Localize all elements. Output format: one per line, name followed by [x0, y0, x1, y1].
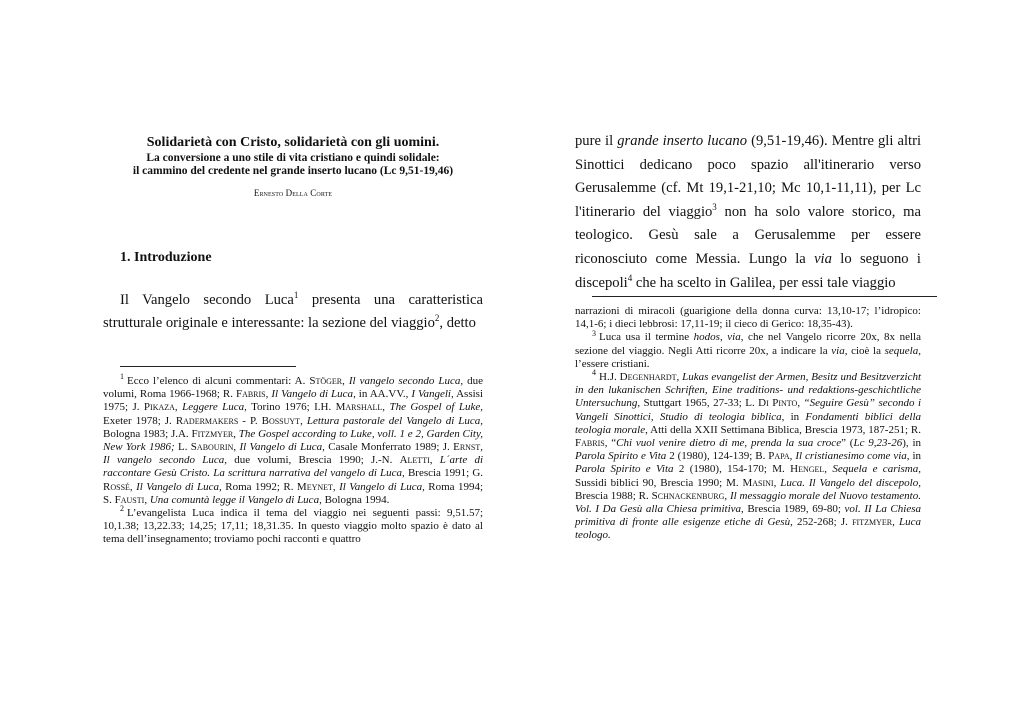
fn-author: Di Pinto	[758, 397, 798, 410]
fn-author: Meynet	[296, 480, 333, 493]
fn-text: L.	[174, 441, 191, 454]
subtitle-line-2: il cammino del credente nel grande inserto lucano (Lc 9,51-19,46)	[132, 165, 454, 177]
fn-text: , Sussidi biblici 90, Brescia 1990; M.	[575, 463, 922, 489]
article-title: Solidarietà con Cristo, solidarietà con gli uomini.	[146, 135, 440, 150]
fn-text: , Bologna 1994.	[319, 493, 390, 506]
fn-author: Stöger	[309, 375, 343, 387]
fn-emphasis: sequela	[884, 344, 919, 357]
fn-work: Una comuntà legge il Vangelo di Luca	[149, 493, 320, 506]
body-paragraph-right	[575, 130, 921, 295]
fn-author: Fabris	[235, 388, 266, 401]
footnote-1: $^1$ Ecco l’elenco di alcuni commentari: A. Stöger, Il vangelo secondo Luca, due volumi, Roma 1966-1968; R. Fabris, Il Vangelo di Luca, in AA.VV., I Vangeli, Assisi 1975; J. Pikaza, Leggere Luca, Torino 1976; I.H. Marshall, The Gospel of Luke, Exeter 1978; J. Radermakers - P. Bossuyt, Lettura pastorale del Vangelo di Luca, Bologna 1983; J.A. Fitzmyer, The Gospel according to Luke, voll. 1 e 2, Garden City, New York 1986; L. Sabourin, Il Vangelo di Luca, Casale Monferrato 1989; J. Ernst, Il vangelo secondo Luca, due volumi, Brescia 1990; J.-N. Aletti, L´arte di raccontare Gesù Cristo. La scrittura narrativa del vangelo di Luca, Brescia 1991; G. Rossé, Il Vangelo di Luca, Roma 1992; R. Meynet, Il Vangelo di Luca, Roma 1994; S. Fausti, Una comuntà legge il Vangelo di Luca, Bologna 1994.	[103, 372, 484, 506]
fn-work: Leggere Luca,	[182, 401, 247, 414]
fn-work: I Vangeli,	[411, 388, 454, 401]
footnotes-right	[575, 305, 921, 543]
fn-emphasis: hodos	[693, 331, 720, 344]
fn-work: Parola Spirito e Vita	[575, 450, 667, 463]
fn-text: ), in	[902, 437, 921, 450]
fn-work: vol. II La Chiesa primitiva di fronte alle esigenze etiche di Gesù	[575, 503, 921, 529]
fn-text: , Atti della XXII Settimana Biblica, Brescia 1973, 187-251; R.	[645, 423, 921, 436]
fn-text: , Brescia 1991; G.	[402, 467, 484, 480]
fn-author: Ernst	[453, 441, 481, 454]
body-text: pure il	[575, 133, 618, 149]
fn-text: due volumi, Roma 1966-1968; R.	[103, 375, 484, 401]
fn-author: Marshall	[335, 401, 383, 414]
fn-text: , Brescia 1989, 69-80;	[741, 503, 845, 516]
fn-text: Ecco l’elenco di alcuni commentari: A.	[127, 375, 310, 387]
fn-text: Torino 1976; I.H.	[246, 401, 336, 414]
body-text: presenta una caratteristica strutturale originale e interessante: la sezione del viaggio	[103, 292, 483, 331]
fn-author: Aletti	[399, 454, 430, 467]
footnote-ref-2[interactable]: 2	[434, 313, 440, 324]
fn-work: Il Vangelo di Luca,	[136, 480, 222, 493]
fn-text: Bologna 1983; J.A.	[103, 427, 192, 440]
fn-work: Il Vangelo di Luca,	[239, 441, 325, 454]
fn-author: Fausti	[114, 493, 145, 506]
footnote-2	[103, 504, 483, 547]
fn-text: , Stuttgart 1965, 27-33; L.	[637, 397, 759, 410]
fn-text: , 252-268; J.	[790, 516, 853, 529]
fn-work: Studio di teologia biblica	[659, 410, 782, 423]
fn-text: Luca usa il termine	[599, 331, 694, 344]
body-text: (9,51-19,46). Mentre gli altri Sinottici dedicano poco spazio all'itinerario verso Gerusalemme (cf. Mt 19,1-21,10; Mc 10,1-11,11), per Lc l'itinerario del viaggio	[575, 133, 921, 220]
fn-work: Il cristianesimo come via	[795, 450, 907, 463]
fn-text: ,	[650, 410, 660, 423]
fn-text: , in	[781, 410, 806, 423]
fn-text: Roma 1992; R.	[221, 480, 297, 493]
fn-work: Il messaggio morale del Nuovo testamento. Vol. I Da Gesù alla Chiesa primitiva	[575, 489, 921, 516]
fn-author: Hengel	[790, 463, 825, 476]
author-name: Ernesto Della Corte	[253, 188, 333, 198]
fn-text: 2 (1980), 124-139; B.	[666, 450, 769, 463]
fn-work: Parola Spirito e Vita	[575, 463, 674, 476]
footnotes-left	[103, 372, 484, 547]
fn-work: Il vangelo secondo Luca,	[348, 375, 464, 387]
fn-author: Rossé	[103, 480, 130, 493]
fn-work: Luca. Il Vangelo del discepolo	[780, 476, 919, 489]
fn-text: , che nel Vangelo ricorre 20x, 8x nella sezione del viaggio. Negli Atti ricorre 20x, a indicare la	[575, 331, 921, 357]
fn-text: , cioè la	[844, 344, 885, 357]
fn-author: Sabourin	[190, 441, 234, 454]
footnote-ref-4[interactable]: 4	[627, 272, 633, 283]
body-text: lo seguono i discepoli	[575, 250, 921, 291]
fn-text: , l’essere cristiani.	[575, 344, 921, 370]
footnote-number: 2	[120, 504, 124, 514]
fn-work: Il Vangelo di Luca	[271, 388, 354, 401]
fn-text: , Exeter 1978; J.	[103, 401, 484, 427]
fn-author: Degenhardt	[619, 371, 677, 384]
fn-author: Masini	[742, 476, 774, 489]
footnote-separator	[592, 296, 937, 297]
fn-author: Fabris	[575, 437, 605, 450]
fn-text: Roma 1994; S.	[103, 480, 484, 506]
body-paragraph-left	[103, 289, 483, 335]
fn-work: Il vangelo secondo Luca,	[103, 454, 228, 467]
footnote-number: 4	[592, 368, 596, 378]
fn-author: Bossuyt	[261, 414, 301, 427]
body-text: non ha solo valore storico, ma teologico. Gesù sale a Gerusalemme per essere riconosciuto come Messia. Lungo la	[575, 203, 921, 267]
footnote-4: $^4$ H.J. Degenhardt, Lukas evangelist der Armen, Besitz und Besitzverzicht in den lukanischen Schriften, Eine traditions- und redaktions-geschichtliche Untersuchung, Stuttgart 1965, 27-33; L. Di Pinto, “Seguire Gesù” secondo i Vangeli Sinottici, Studio di teologia biblica, in Fondamenti biblici della teologia morale, Atti della XXII Settimana Biblica, Brescia 1973, 187-251; R. Fabris, “Chi vuol venire dietro di me, prenda la sua croce” (Lc 9,23-26), in Parola Spirito e Vita 2 (1980), 124-139; B. Papa, Il cristianesimo come via, in Parola Spirito e Vita 2 (1980), 154-170; M. Hengel, Sequela e carisma, Sussidi biblici 90, Brescia 1990; M. Masini, Luca. Il Vangelo del discepolo, Brescia 1988; R. Schnackenburg, Il messaggio morale del Nuovo testamento. Vol. I Da Gesù alla Chiesa primitiva, Brescia 1989, 69-80; vol. II La Chiesa primitiva di fronte alle esigenze etiche di Gesù, 252-268; J. fitzmyer, Luca teologo.	[575, 368, 922, 542]
fn-work: The Gospel according to Luke, voll. 1 e 2, Garden City, New York 1986;	[103, 427, 484, 454]
fn-text: , in	[906, 450, 921, 463]
fn-work: “Seguire Gesù” secondo i Vangeli Sinottici	[575, 397, 922, 423]
body-text: , detto	[439, 315, 476, 331]
subtitle-line-1: La conversione a uno stile di vita cristiano e quindi solidale:	[146, 152, 440, 164]
body-text: Il Vangelo secondo Luca	[120, 292, 294, 308]
fn-work: Lc 9,23-26	[853, 437, 903, 450]
fn-text: Assisi 1975; J.	[103, 388, 484, 414]
left-page	[103, 0, 483, 724]
fn-text: - P.	[238, 414, 262, 427]
fn-author: Fitzmyer	[191, 427, 234, 440]
footnote-number: 1	[120, 372, 124, 382]
fn-text: , “	[604, 437, 617, 450]
fn-work: L´arte di raccontare Gesù Cristo. La scrittura narrativa del vangelo di Luca	[103, 454, 484, 480]
fn-author: fitzmyer	[852, 516, 893, 529]
fn-work: Lettura pastorale del Vangelo di Luca,	[306, 414, 484, 427]
fn-text: H.J.	[599, 371, 620, 384]
fn-text: , in AA.VV.,	[353, 388, 412, 401]
fn-work: Lukas evangelist der Armen, Besitz und Besitzverzicht in den lukanischen Schriften, Eine traditions- und redaktions-geschichtliche Untersuchung	[575, 371, 922, 410]
fn-text: ,	[719, 331, 728, 344]
footnote-separator	[120, 366, 296, 367]
fn-work: Sequela e carisma	[832, 463, 919, 476]
fn-work: The Gospel of Luke	[389, 401, 481, 414]
footnote-ref-1[interactable]: 1	[293, 290, 299, 301]
fn-text: ” (	[841, 437, 854, 450]
fn-emphasis: via	[831, 344, 845, 357]
fn-text: , Brescia 1988; R.	[575, 476, 921, 502]
fn-author: Papa	[768, 450, 790, 463]
body-emphasis: grande inserto lucano	[617, 133, 747, 149]
body-emphasis: via	[814, 250, 832, 267]
fn-text: Casale Monferrato 1989; J.	[324, 441, 454, 454]
fn-author: Schnackenburg	[651, 489, 725, 502]
article-subtitle	[103, 152, 483, 178]
footnote-ref-3[interactable]: 3	[712, 201, 717, 212]
fn-emphasis: via	[727, 331, 741, 344]
footnote-number: 3	[592, 328, 596, 338]
fn-text: 2 (1980), 154-170; M.	[673, 463, 791, 476]
body-text: che ha scelto in Galilea, per essi tale viaggio	[632, 274, 896, 291]
fn-author: Radermakers	[175, 414, 239, 427]
right-page	[575, 0, 921, 724]
fn-work: Luca teologo.	[575, 516, 922, 542]
fn-work: Il Vangelo di Luca,	[339, 480, 425, 493]
footnote-3	[575, 328, 921, 371]
fn-work: Fondamenti biblici della teologia morale	[575, 410, 922, 436]
fn-work: Chi vuol venire dietro di me, prenda la sua croce	[616, 437, 842, 450]
section-heading: 1. Introduzione	[120, 250, 212, 265]
fn-text: due volumi, Brescia 1990; J.-N.	[227, 454, 400, 467]
footnote-2-continued: narrazioni di miracoli (guarigione della donna curva: 13,10-17; l’idropico: 14,1-6; i dieci lebbrosi: 17,11-19; il cieco di Gerico: 18,35-43).	[575, 305, 921, 331]
fn-author: Pikaza	[143, 401, 175, 414]
fn-text: L’evangelista Luca indica il tema del viaggio nei seguenti passi: 9,51.57; 10,1.38; 13,22.33; 14,25; 17,11; 18,31.35. In questo viaggio molto spazio è dato al tema dell’insegnamento; troviamo pochi racconti e quattro	[103, 507, 483, 546]
